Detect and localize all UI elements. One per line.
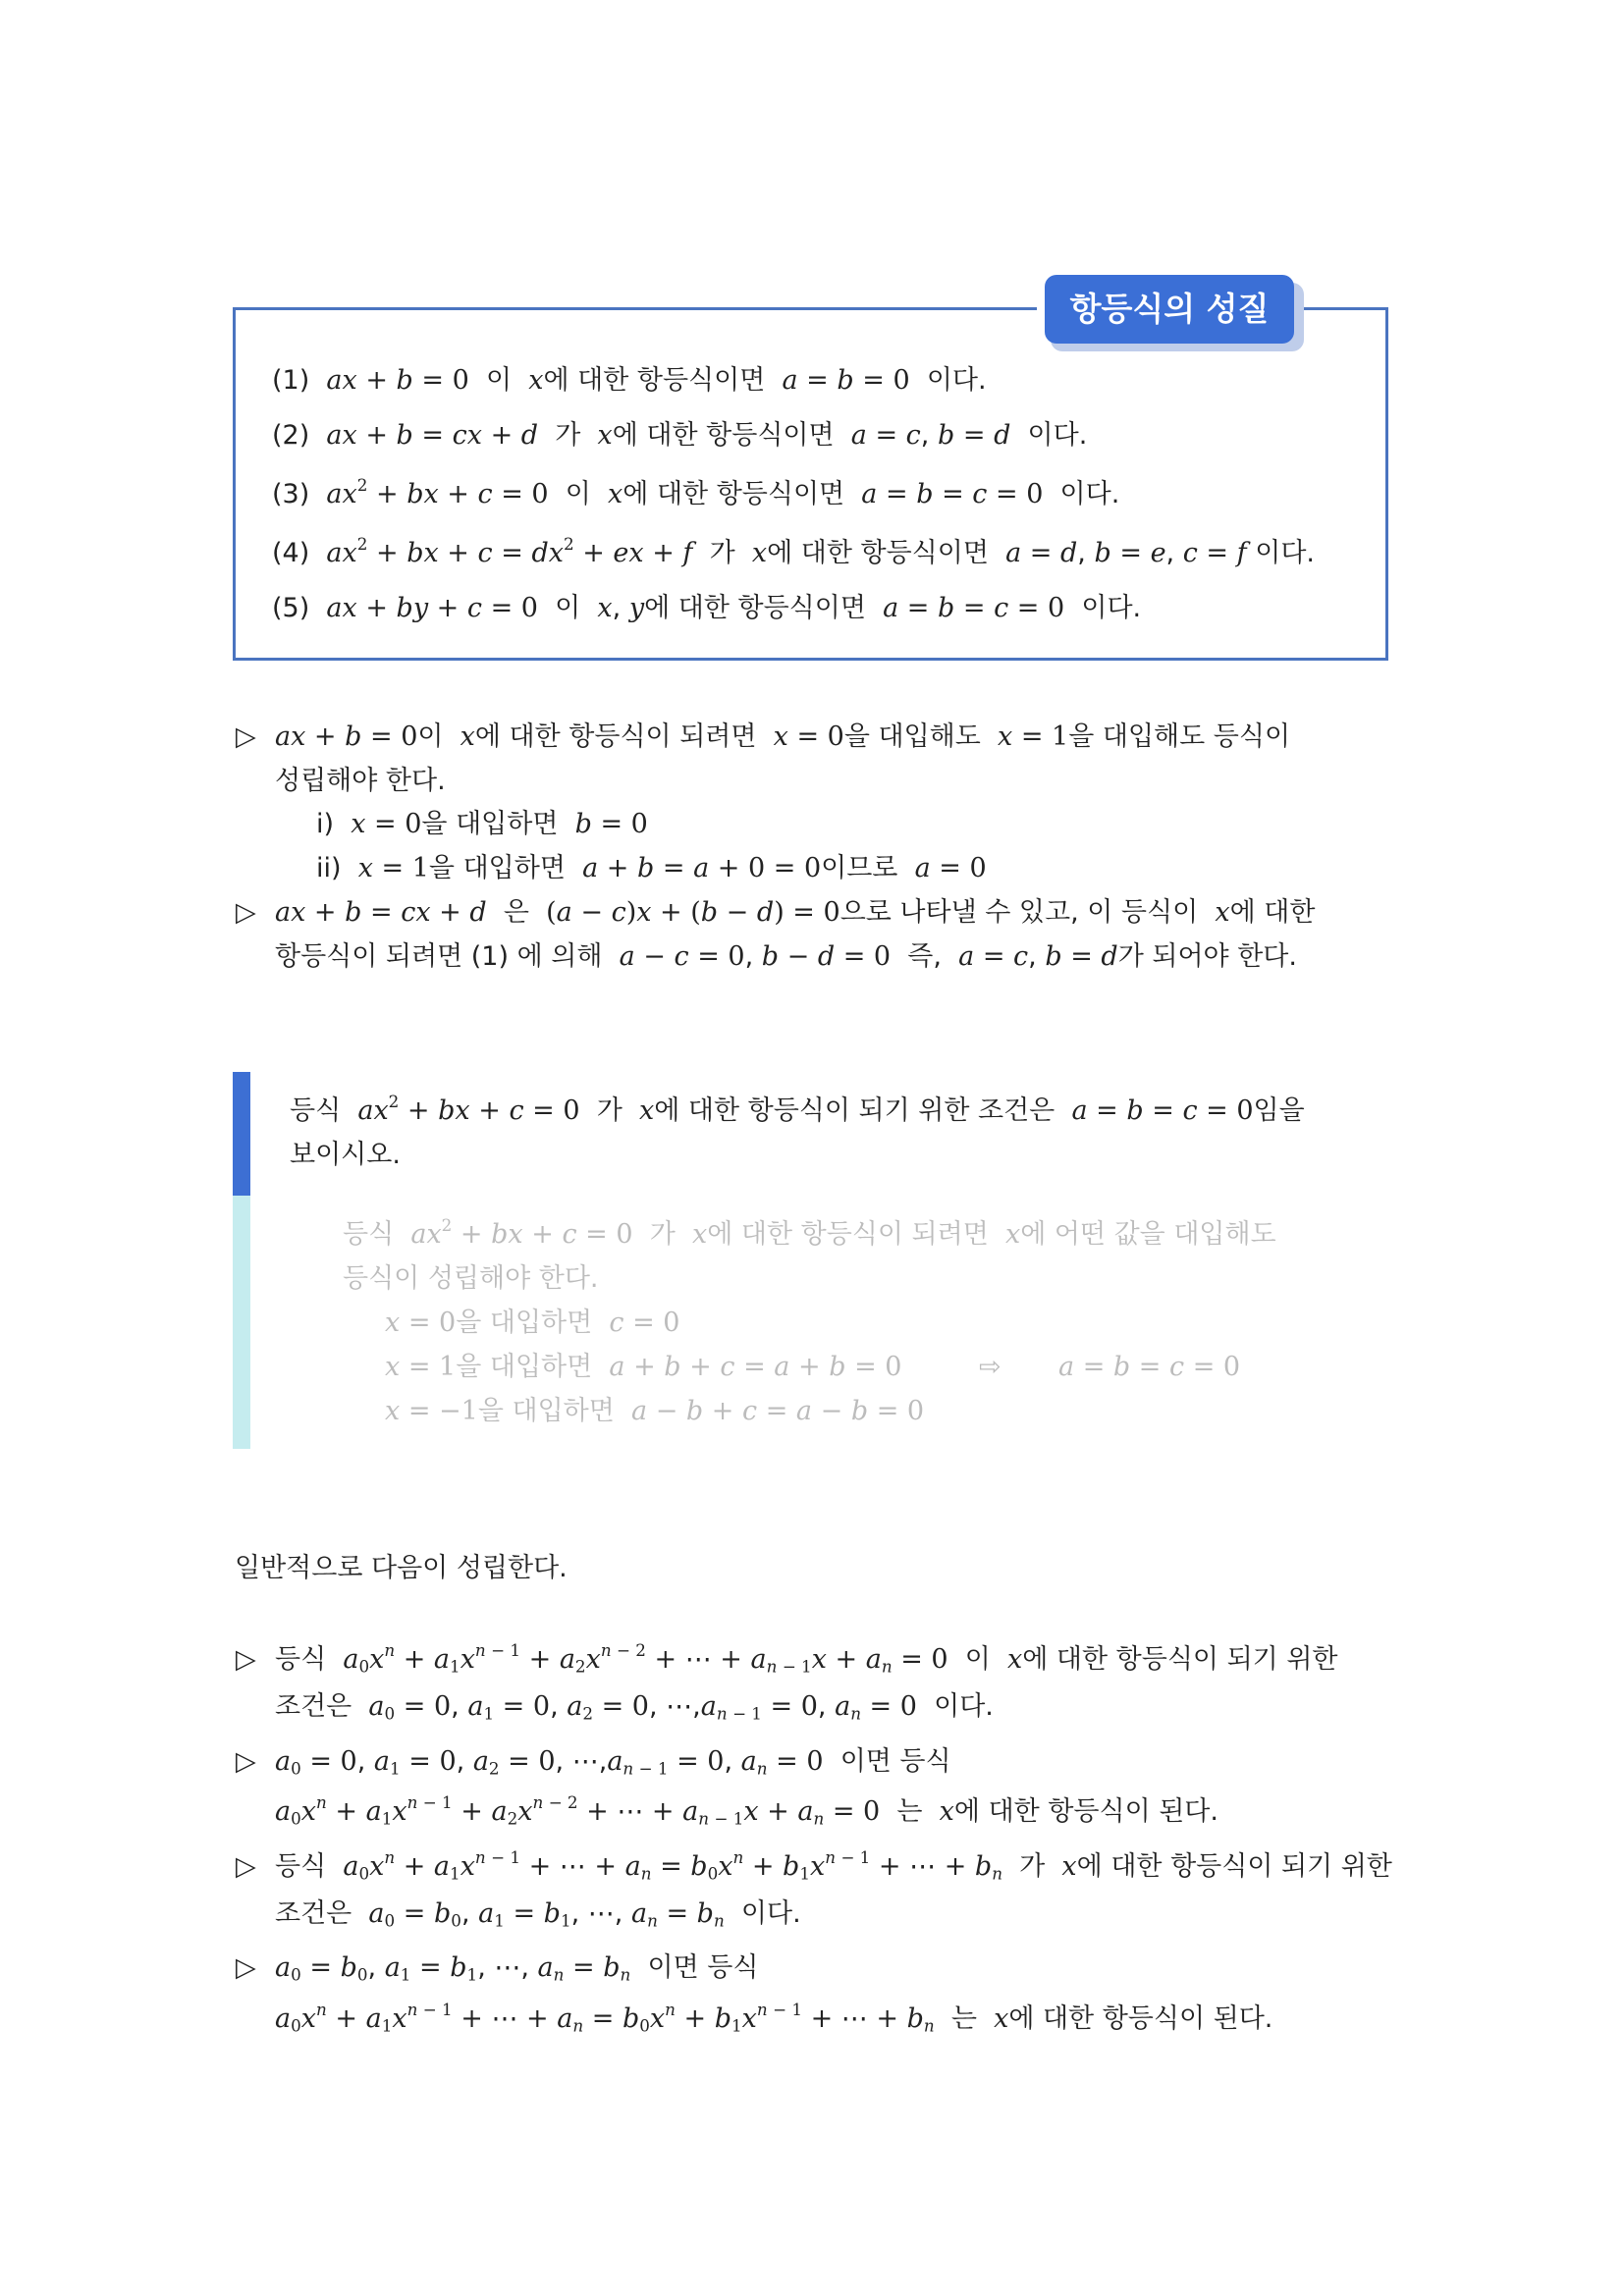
general-line-4: $a_0x^n + a_1x^{n - 1} + a_2x^{n - 2}$ + ⋯ + $a_{n - 1}x + a_n = 0$ 는 x에 대한 항등식이 된다. [275, 1791, 1218, 1829]
explain-line-2: 성립해야 한다. [275, 766, 446, 796]
general-line-6: 조건은 $a_0 = b_0$, $a_1 = b_1$, ⋯, $a_n = b_n$ 이다. [275, 1898, 801, 1931]
explain-line-6: 항등식이 되려면 (1) 에 의해 a − c = 0, b − d = 0 즉, a = c, b = d가 되어야 한다. [275, 941, 1297, 972]
exercise-answer-line-4: x = 1을 대입하면 a + b + c = a + b = 0 [385, 1352, 902, 1382]
explain-line-5: ax + b = cx + d 은 (a − c)x + (b − d) = 0으로 나타낼 수 있고, 이 등식이 x에 대한 [275, 897, 1316, 928]
general-bullet-4: ▷ [236, 1952, 256, 1983]
explain-line-4: ii) x = 1을 대입하면 a + b = a + 0 = 0이므로 a = 0 [316, 853, 987, 883]
general-intro: 일반적으로 다음이 성립한다. [235, 1553, 568, 1583]
general-bullet-1: ▷ [236, 1644, 256, 1675]
property-3: (3) $ax^2$ + bx + c = 0 이 x에 대한 항등식이면 a = b = c = 0 이다. [272, 474, 1120, 509]
general-line-7: $a_0 = b_0$, $a_1 = b_1$, ⋯, $a_n = b_n$ 이면 등식 [275, 1952, 759, 1985]
exercise-question-line-1: 등식 $ax^2$ + bx + c = 0 가 x에 대한 항등식이 되기 위한 조건은 a = b = c = 0임을 [290, 1091, 1305, 1126]
exercise-bar-question [233, 1072, 250, 1196]
general-bullet-3: ▷ [236, 1851, 256, 1882]
explain-line-1: ax + b = 0이 x에 대한 항등식이 되려면 x = 0을 대입해도 x = 1을 대입해도 등식이 [275, 721, 1291, 752]
box-title: 항등식의 성질 [1045, 275, 1294, 344]
property-1: (1) ax + b = 0 이 x에 대한 항등식이면 a = b = 0 이다. [272, 365, 987, 396]
explain-bullet-1: ▷ [236, 721, 256, 752]
general-line-1: 등식 $a_0x^n + a_1x^{n - 1} + a_2x^{n - 2}$ + ⋯ + $a_{n - 1}x + a_n = 0$ 이 x에 대한 항등식이 되기 위한 [275, 1639, 1338, 1677]
exercise-answer-line-1: 등식 $ax^2$ + bx + c = 0 가 x에 대한 항등식이 되려면 x에 어떤 값을 대입해도 [343, 1214, 1276, 1250]
explain-bullet-2: ▷ [236, 897, 256, 928]
general-bullet-2: ▷ [236, 1746, 256, 1777]
explain-line-3: i) x = 0을 대입하면 b = 0 [316, 809, 648, 839]
general-line-3: $a_0 = 0$, $a_1 = 0$, $a_2 = 0$, $\cdots,a_{n - 1} = 0$, $a_n = 0$ 이면 등식 [275, 1746, 951, 1779]
exercise-bar-answer [233, 1196, 250, 1449]
implies-arrow: ⇨ [979, 1352, 1001, 1382]
general-line-5: 등식 $a_0x^n + a_1x^{n - 1}$ + ⋯ + $a_n = b_0x^n + b_1x^{n - 1}$ + ⋯ + $b_n$ 가 x에 대한 항등식이 되기 위한 [275, 1846, 1392, 1884]
exercise-answer-line-2: 등식이 성립해야 한다. [343, 1263, 599, 1294]
exercise-answer-line-5: x = −1을 대입하면 a − b + c = a − b = 0 [385, 1396, 925, 1426]
exercise-answer-conclusion: a = b = c = 0 [1058, 1352, 1241, 1382]
property-2: (2) ax + b = cx + d 가 x에 대한 항등식이면 a = c, b = d 이다. [272, 420, 1088, 451]
exercise-answer-line-3: x = 0을 대입하면 c = 0 [385, 1308, 680, 1338]
exercise-question-line-2: 보이시오. [290, 1140, 401, 1170]
general-line-2: 조건은 $a_0 = 0$, $a_1 = 0$, $a_2 = 0$, $\cdots,a_{n - 1} = 0$, $a_n = 0$ 이다. [275, 1691, 994, 1724]
property-4: (4) $ax^2$ + bx + $c = dx^2$ + ex + f 가 x에 대한 항등식이면 a = d, b = e, c = f 이다. [272, 533, 1315, 568]
general-line-8: $a_0x^n + a_1x^{n - 1}$ + ⋯ + $a_n = b_0x^n + b_1x^{n - 1}$ + ⋯ + $b_n$ 는 x에 대한 항등식이 된다. [275, 1999, 1273, 2036]
property-5: (5) ax + by + c = 0 이 x, y에 대한 항등식이면 a = b = c = 0 이다. [272, 593, 1142, 623]
